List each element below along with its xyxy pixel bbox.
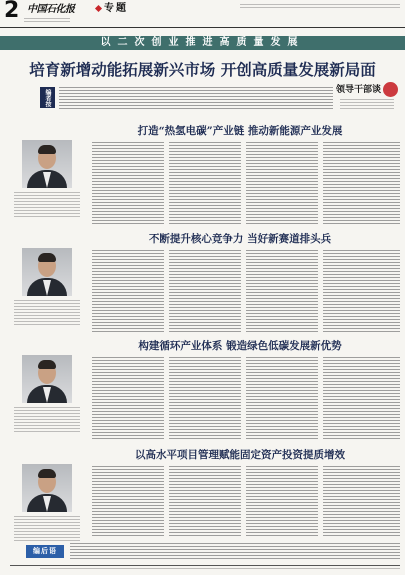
paper-logo: 中国石化报 xyxy=(27,4,75,15)
text-column xyxy=(246,466,318,538)
section-label: 专题 xyxy=(104,3,128,14)
diamond-icon xyxy=(95,5,102,12)
portrait-hair xyxy=(38,469,56,478)
text-column xyxy=(246,357,318,441)
theme-banner xyxy=(0,36,405,50)
editor-note-body xyxy=(59,87,333,109)
article-headline: 构建循环产业体系 锻造绿色低碳发展新优势 xyxy=(138,340,342,352)
article-section-4 xyxy=(0,446,405,540)
afterword-body xyxy=(70,543,400,561)
column-logo xyxy=(336,84,398,114)
column-logo-subtitle xyxy=(340,99,394,109)
red-seal-icon xyxy=(383,82,398,97)
author-portrait xyxy=(22,248,72,296)
header-rule xyxy=(0,27,405,28)
text-column xyxy=(169,250,241,333)
footer-text xyxy=(40,568,400,571)
text-column xyxy=(169,357,241,441)
portrait-hair xyxy=(38,253,56,262)
text-column xyxy=(92,357,164,441)
editor-note-label: 编者按 xyxy=(40,87,55,108)
portrait-caption xyxy=(14,516,80,542)
portrait-caption xyxy=(14,300,80,326)
portrait-caption xyxy=(14,192,80,218)
text-column xyxy=(169,466,241,538)
portrait-hair xyxy=(38,360,56,369)
text-column xyxy=(169,142,241,226)
portrait-caption xyxy=(14,407,80,433)
afterword-label: 编后语 xyxy=(26,545,64,558)
page-number: 2 xyxy=(4,0,20,23)
text-column xyxy=(246,250,318,333)
banner-text: 以二次创业推进高质量发展 xyxy=(100,37,305,48)
article-section-2 xyxy=(0,230,405,335)
portrait-hair xyxy=(38,145,56,154)
text-column xyxy=(323,250,400,333)
text-column xyxy=(323,466,400,538)
text-column xyxy=(323,357,400,441)
article-headline: 不断提升核心竞争力 当好新赛道排头兵 xyxy=(148,233,332,245)
main-headline: 培育新增动能拓展新兴市场 开创高质量发展新局面 xyxy=(29,60,376,79)
text-column xyxy=(92,142,164,226)
article-section-1 xyxy=(0,122,405,228)
date-line xyxy=(24,18,70,22)
author-portrait xyxy=(22,355,72,403)
editor-credits xyxy=(240,4,400,10)
article-headline: 打造“热氢电碳”产业链 推动新能源产业发展 xyxy=(137,125,343,137)
footer-rule xyxy=(10,565,400,566)
article-section-3 xyxy=(0,337,405,443)
text-column xyxy=(246,142,318,226)
text-column xyxy=(92,466,164,538)
text-column xyxy=(92,250,164,333)
column-logo-text: 领导干部谈 xyxy=(336,85,382,95)
author-portrait xyxy=(22,140,72,188)
article-headline: 以高水平项目管理赋能固定资产投资提质增效 xyxy=(135,449,345,461)
text-column xyxy=(323,142,400,226)
author-portrait xyxy=(22,464,72,512)
